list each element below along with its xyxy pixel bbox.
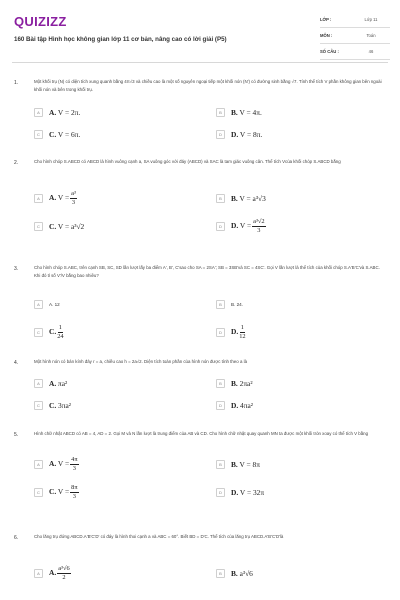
question-text: Một khối trụ (N) có diện tích xung quanh bằng 4π√3 và chiều cao là một số nguyên ngoại tiếp một khối nón (N') có đường sinh bằng √7. Tính thể tích V phần không gian bên ngoài khối nón và bên trong khối trụ. (34, 79, 382, 92)
answer-option-b[interactable] (216, 566, 253, 581)
question-text: Hình chữ nhật ABCD có AB = 4, AD = 2. Gọi M và N lần lượt là trung điểm của AB và CD. Cho hình chữ nhật quay quanh MN ta được một khối tròn xoay có thể tích V bằng (34, 431, 369, 436)
answer-option-b[interactable] (216, 191, 266, 206)
meta-row-class (320, 12, 390, 28)
option-label: D. (231, 327, 239, 337)
option-content (49, 130, 80, 139)
answer-option-d[interactable] (216, 485, 264, 500)
question-text: Cho lăng trụ đứng ABCD.A'B'C'D' có đáy là hình thoi cạnh a và ABC = 60°. Biết BD = D'C. Thể tích của lăng trụ ABCD.A'B'C'D'là (34, 534, 284, 539)
header-divider (12, 62, 388, 63)
option-letter-box: B (216, 460, 225, 469)
option-value: 12 (53, 302, 60, 307)
question-number: 4. (14, 360, 19, 366)
option-label: A. (49, 459, 57, 469)
option-label: C. (49, 401, 57, 410)
option-letter-box: A (34, 379, 43, 388)
answer-option-a[interactable] (34, 191, 77, 206)
fraction-denominator: 3 (71, 199, 76, 206)
option-letter-box: A (34, 300, 43, 309)
option-letter-box: D (216, 222, 225, 231)
document-header (0, 0, 400, 68)
option-letter-box: C (34, 488, 43, 497)
option-fraction (252, 218, 265, 235)
answer-option-c[interactable] (34, 485, 79, 500)
option-label: D. (231, 130, 239, 139)
option-value: V = (56, 487, 70, 497)
option-label: D. (231, 401, 239, 410)
option-value: a³√6 (237, 569, 253, 578)
answer-option-b[interactable] (216, 297, 243, 312)
option-content (231, 130, 262, 139)
answer-option-d[interactable] (216, 325, 246, 340)
option-content (231, 488, 264, 497)
option-letter-box: B (216, 300, 225, 309)
option-letter-box: D (216, 328, 225, 337)
option-label: A. (49, 379, 57, 388)
option-letter-box: B (216, 194, 225, 203)
meta-label: SỐ CÂU : (320, 49, 339, 54)
option-label: D. (231, 488, 239, 497)
fraction-numerator: 8π (71, 484, 78, 491)
meta-value: Lớp 11 (364, 17, 378, 22)
answer-option-b[interactable] (216, 376, 253, 391)
answer-option-a[interactable] (34, 105, 80, 120)
option-value: V = (56, 193, 70, 203)
question-number: 5. (14, 432, 19, 438)
option-label: B. (231, 194, 238, 203)
fraction-denominator: 3 (72, 493, 76, 500)
option-content (49, 565, 71, 582)
option-content (231, 302, 243, 307)
fraction-denominator: 12 (239, 333, 246, 340)
document-title: 160 Bài tập Hình học không gian lớp 11 cơ bản, nâng cao có lời giải (P5) (14, 36, 227, 43)
option-content (49, 484, 79, 501)
option-value: V = 32π (238, 488, 265, 497)
fraction-numerator: a³√2 (253, 218, 265, 225)
answer-option-b[interactable] (216, 105, 262, 120)
question-text: Cho hình chóp S.ABCD có ABCD là hình vuông cạnh a, SA vuông góc với đáy (ABCD) và SAC là tam giác vuông cân. Thể tích Vcủa khối chóp S.ABCD bằng (34, 159, 341, 164)
option-label: A. (49, 302, 54, 307)
option-fraction (57, 324, 63, 341)
option-content (49, 379, 67, 388)
option-content (231, 194, 266, 203)
answer-option-d[interactable] (216, 219, 266, 234)
option-letter-box: B (216, 569, 225, 578)
option-letter-box: C (34, 328, 43, 337)
option-letter-box: D (216, 488, 225, 497)
option-label: B. (231, 302, 236, 307)
fraction-denominator: 2 (62, 574, 66, 581)
option-letter-box: A (34, 194, 43, 203)
question-text: Cho hình chóp S.ABC, trên cạnh SB, SC, SD lần lượt lấy ba điểm A', B', C'sao cho SA = 2SA'; SB = 3SB'và SC = 4SC'. Gọi V lần lượt là thể tích của khối chóp S.A'B'C'và S.ABC. Khi đó tỉ số V'/V bằng bao nhiêu? (34, 265, 380, 278)
option-content (49, 190, 77, 207)
option-content (49, 401, 71, 410)
option-value: V = 4π. (237, 108, 262, 117)
option-content (231, 108, 262, 117)
option-content (49, 456, 79, 473)
answer-option-d[interactable] (216, 398, 253, 413)
option-content (231, 460, 260, 469)
option-content (231, 401, 253, 410)
meta-value: Toán (366, 33, 376, 38)
meta-label: MÔN : (320, 33, 333, 38)
option-fraction (57, 565, 70, 582)
option-content (231, 569, 253, 578)
option-label: C. (49, 327, 57, 337)
option-label: C. (49, 130, 57, 139)
fraction-numerator: 1 (58, 324, 62, 331)
option-value: V = a³√3 (237, 194, 266, 203)
answer-option-d[interactable] (216, 127, 262, 142)
option-content (49, 302, 60, 307)
option-letter-box: B (216, 108, 225, 117)
option-value: 3πa² (56, 401, 71, 410)
option-fraction (70, 456, 78, 473)
document-meta (320, 12, 390, 60)
answer-option-a[interactable] (34, 566, 71, 581)
option-content (231, 218, 266, 235)
option-letter-box: D (216, 130, 225, 139)
option-value: V = 2π. (56, 108, 81, 117)
option-content (231, 324, 246, 341)
option-label: A. (49, 108, 57, 117)
question-number: 2. (14, 160, 19, 166)
answer-option-c[interactable] (34, 325, 64, 340)
fraction-denominator: 24 (57, 333, 64, 340)
option-value: V = (56, 459, 70, 469)
answer-option-c[interactable] (34, 127, 80, 142)
option-value: V = 8π (237, 460, 260, 469)
option-content (49, 108, 80, 117)
meta-row-count (320, 44, 390, 60)
question-text: Một hình nón có bán kính đáy r = a, chiều cao h = 2a√2. Diện tích toàn phần của hình nón được tính theo a là (34, 359, 248, 364)
answer-option-a[interactable] (34, 297, 60, 312)
option-value: V = (238, 221, 252, 231)
fraction-denominator: 3 (257, 227, 261, 234)
option-label: B. (231, 108, 238, 117)
option-content (49, 222, 84, 231)
quizizz-logo: QUIZIZZ (14, 14, 67, 29)
answer-option-a[interactable] (34, 376, 67, 391)
fraction-numerator: a³ (71, 190, 76, 197)
option-fraction (239, 324, 245, 341)
option-value: V = a³√2 (56, 222, 85, 231)
answer-option-c[interactable] (34, 219, 84, 234)
answer-option-a[interactable] (34, 457, 79, 472)
option-value: V = 6π. (56, 130, 81, 139)
option-label: B. (231, 460, 238, 469)
option-label: A. (49, 193, 57, 203)
option-letter-box: C (34, 401, 43, 410)
option-letter-box: A (34, 108, 43, 117)
option-letter-box: C (34, 130, 43, 139)
option-letter-box: B (216, 379, 225, 388)
option-value: 2πa² (237, 379, 253, 388)
meta-value: 46 (368, 49, 374, 54)
option-value: 4πa² (238, 401, 253, 410)
question-number: 1. (14, 80, 19, 86)
fraction-numerator: a³√6 (58, 565, 70, 572)
answer-option-b[interactable] (216, 457, 260, 472)
option-fraction (70, 484, 78, 501)
option-label: C. (49, 487, 57, 497)
option-content (231, 379, 253, 388)
option-letter-box: A (34, 569, 43, 578)
option-label: A. (49, 568, 57, 578)
option-label: D. (231, 221, 239, 231)
fraction-numerator: 4π (71, 456, 78, 463)
question-number: 3. (14, 266, 19, 272)
fraction-numerator: 1 (240, 324, 244, 331)
option-value: V = 8π. (238, 130, 263, 139)
option-value: 24. (235, 302, 244, 307)
option-label: C. (49, 222, 57, 231)
option-label: B. (231, 569, 238, 578)
answer-option-c[interactable] (34, 398, 71, 413)
meta-label: LỚP : (320, 17, 332, 22)
option-letter-box: C (34, 222, 43, 231)
question-number: 6. (14, 535, 19, 541)
fraction-denominator: 3 (72, 465, 76, 472)
meta-row-subject (320, 28, 390, 44)
option-content (49, 324, 64, 341)
option-letter-box: A (34, 460, 43, 469)
option-value: πa² (56, 379, 68, 388)
option-label: B. (231, 379, 238, 388)
option-fraction (70, 190, 77, 207)
option-letter-box: D (216, 401, 225, 410)
